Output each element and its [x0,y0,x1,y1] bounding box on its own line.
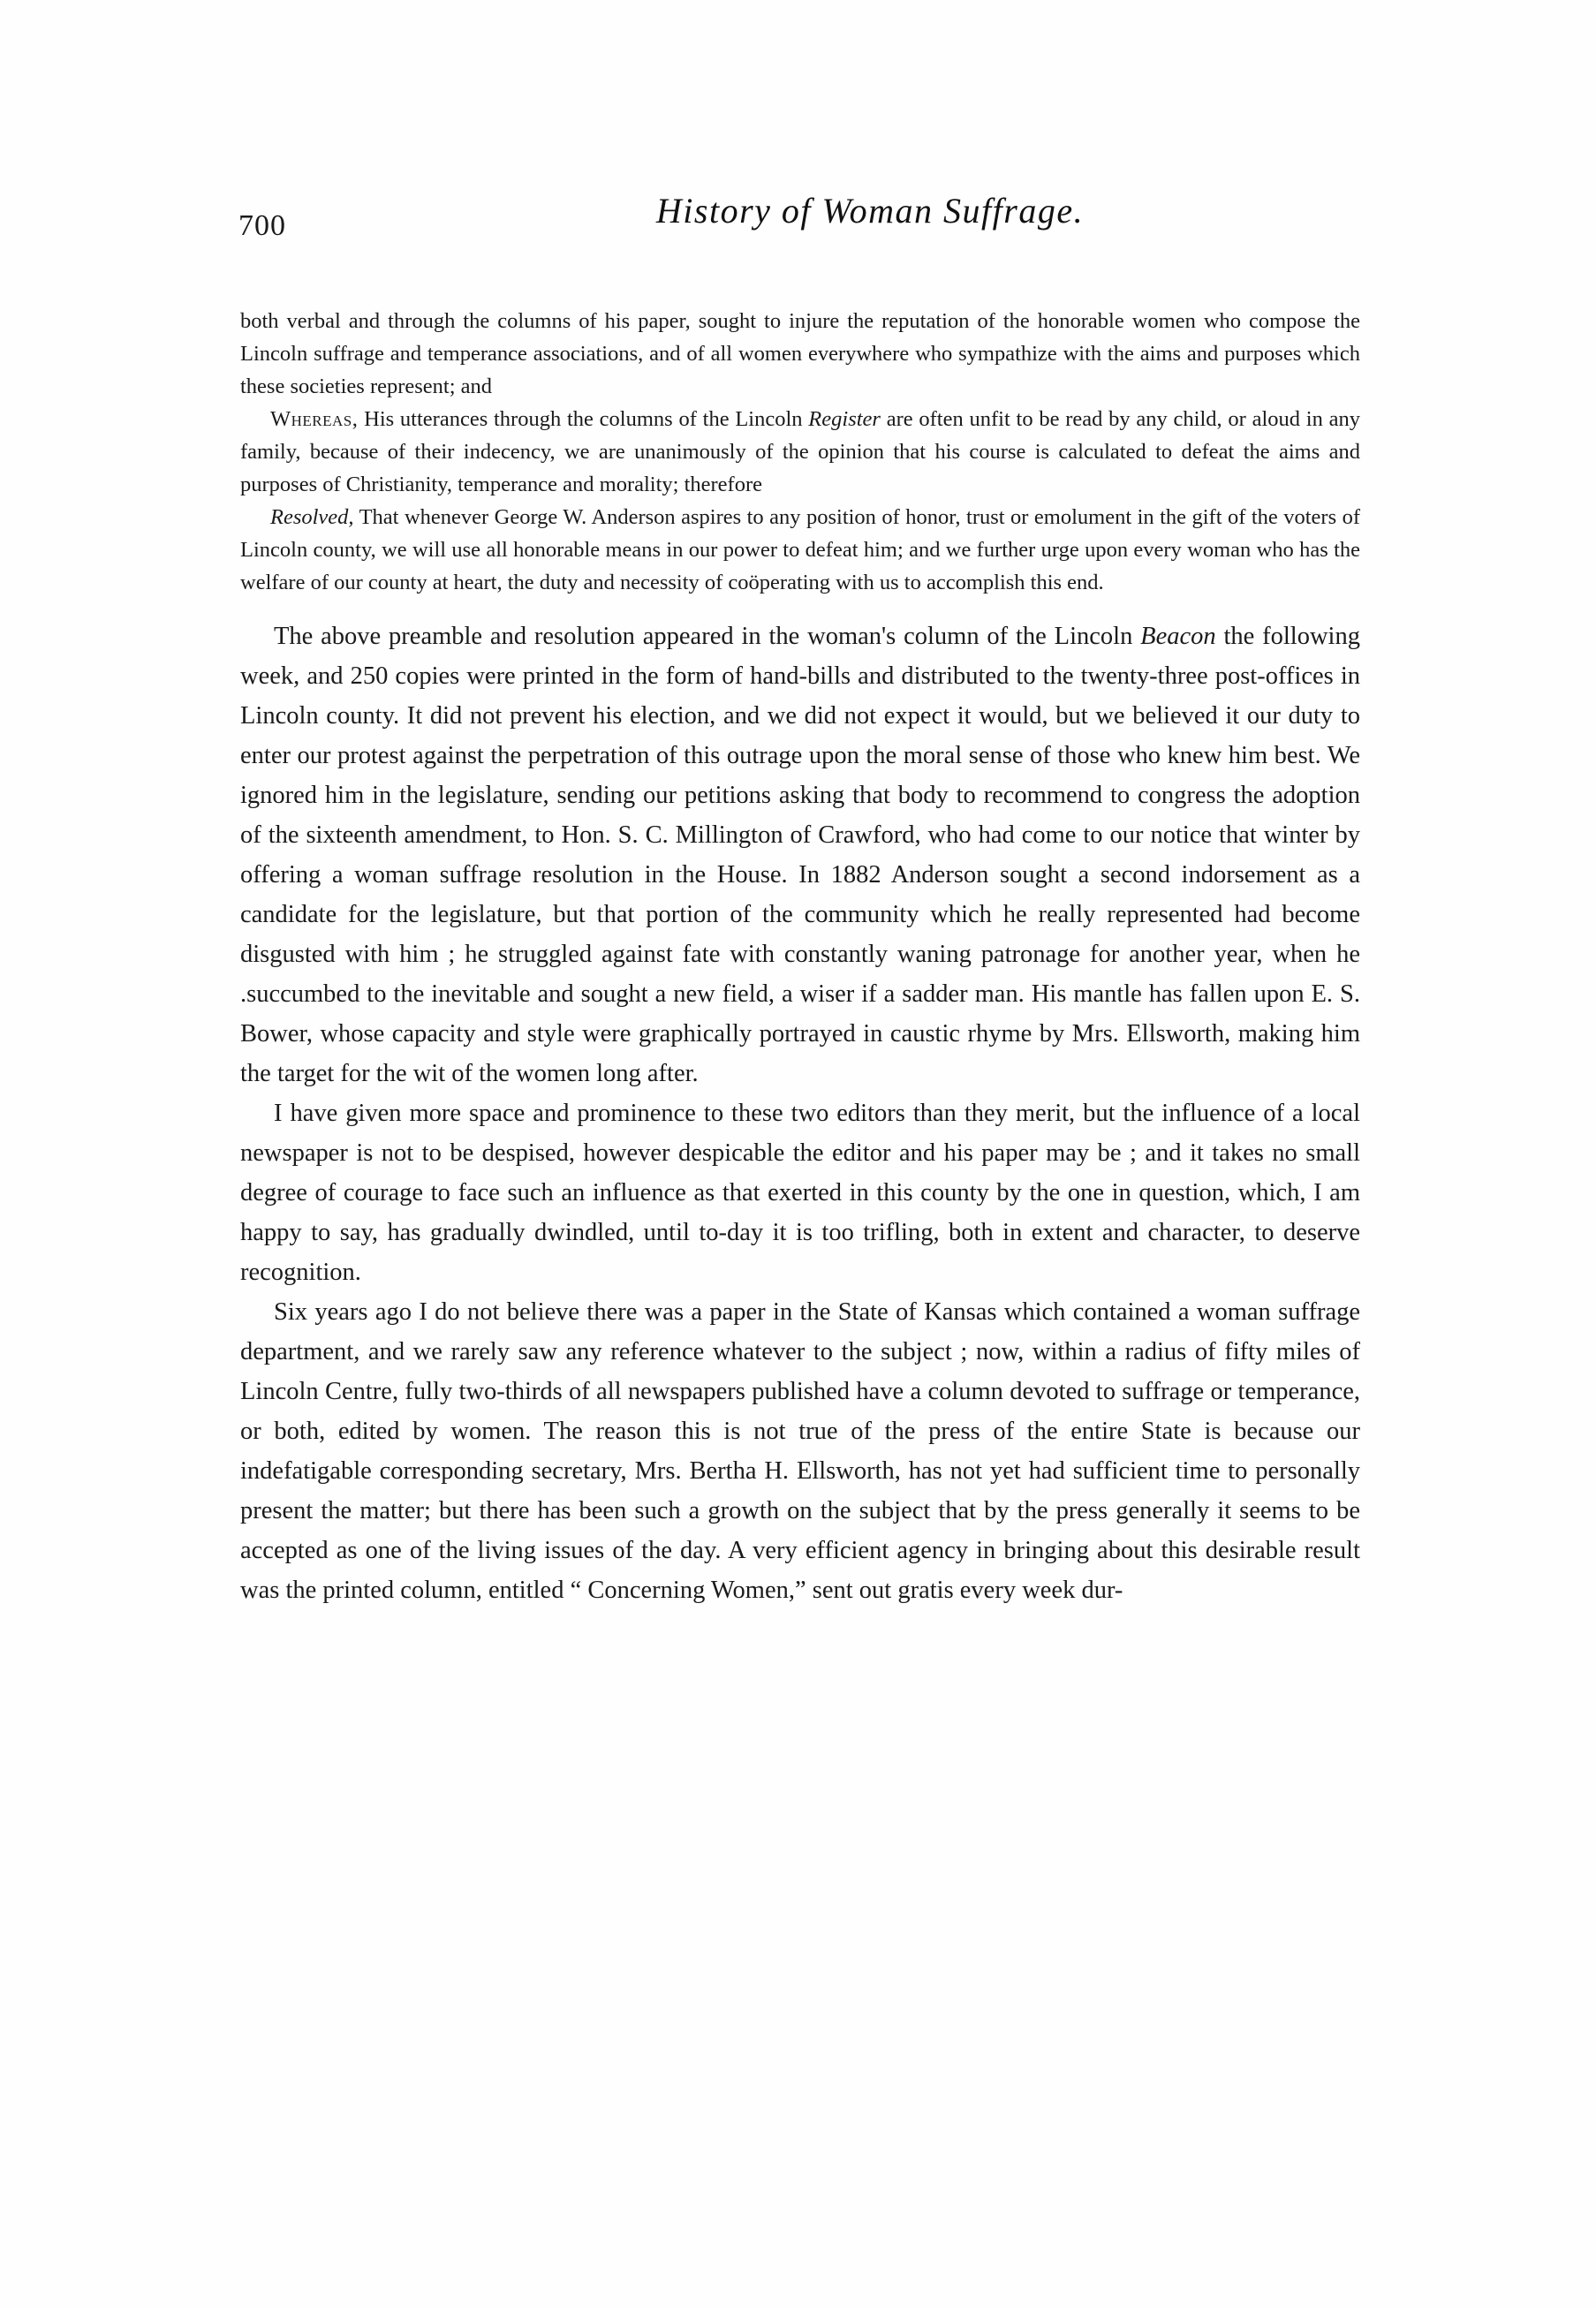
page-body [240,305,1360,1610]
paragraph [240,403,1360,501]
italic-text: Register [808,407,881,431]
page-number: 700 [238,209,286,242]
paragraph [240,501,1360,599]
text-run: Six years ago I do not believe there was a paper in the State of Kansas which contained a woman suffrage department, and we rarely saw any reference whatever to the subject ; now, within a radius of fifty miles of Lincoln Centre, fully two-thirds of all newspapers published have a column devoted to suffrage or temperance, or both, edited by women. The reason this is not true of the press of the entire State is because our indefatigable corresponding secretary, Mrs. Bertha H. Ellsworth, has not yet had sufficient time to personally present the matter; but there has been such a growth on the subject that by the press generally it seems to be accepted as one of the living issues of the day. A very efficient agency in bringing about this desirable result was the printed column, entitled “ Concerning Women,” sent out gratis every week dur- [240,1298,1360,1604]
paragraph [240,1292,1360,1610]
text-run: His utterances through the columns of the Lincoln [358,407,809,431]
paragraph [240,1093,1360,1292]
italic-text: Resolved, [270,505,354,529]
paragraph [240,305,1360,403]
main-text-block [240,616,1360,1610]
paragraph [240,616,1360,1093]
running-title: History of Woman Suffrage. [655,191,1085,231]
text-run: That whenever George W. Anderson aspires to any position of honor, trust or emolument in the gift of the voters of Lincoln county, we will use all honorable means in our power to defeat him; and we further urge upon every woman who has the welfare of our county at heart, the duty and necessity of coöperating with us to accomplish this end. [240,505,1360,594]
text-run: the following week, and 250 copies were printed in the form of hand-bills and distributed to the twenty-three post-offices in Lincoln county. It did not prevent his election, and we did not expect it would, but we believed it our duty to enter our protest against the perpetration of this outrage upon the moral sense of those who knew him best. We ignored him in the legislature, sending our petitions asking that body to recommend to congress the adoption of the sixteenth amendment, to Hon. S. C. Millington of Crawford, who had come to our notice that winter by offering a woman suffrage resolution in the House. In 1882 Anderson sought a second indorsement as a candidate for the legislature, but that portion of the community which he really represented had become disgusted with him ; he struggled against fate with constantly waning patronage for another year, when he .succumbed to the inevitable and sought a new field, a wiser if a sadder man. His mantle has fallen upon E. S. Bower, whose capacity and style were graphically portrayed in caustic rhyme by Mrs. Ellsworth, making him the target for the wit of the women long after. [240,623,1360,1087]
italic-text: Beacon [1140,623,1216,650]
text-run: both verbal and through the columns of his paper, sought to injure the reputation of the honorable women who compose the Lincoln suffrage and temperance associations, and of all women everywhere who sympathize with the aims and purposes which these societies represent; and [240,309,1360,398]
text-run: The above preamble and resolution appeared in the woman's column of the Lincoln [274,623,1141,650]
small-caps-text: Whereas, [270,407,359,431]
resolution-block [240,305,1360,599]
page-header [238,190,1360,243]
text-run: I have given more space and prominence to these two editors than they merit, but the influence of a local newspaper is not to be despised, however despicable the editor and his paper may be ; and it takes no small degree of courage to face such an influence as that exerted in this county by the one in question, which, I am happy to say, has gradually dwindled, until to-day it is too trifling, both in extent and character, to deserve recognition. [240,1100,1360,1286]
text-run: are often unfit to be read by any child, or aloud in any family, because of their indecency, we are unanimously of the opinion that his course is calculated to defeat the aims and purposes of Christianity, temperance and morality; therefore [240,407,1360,496]
